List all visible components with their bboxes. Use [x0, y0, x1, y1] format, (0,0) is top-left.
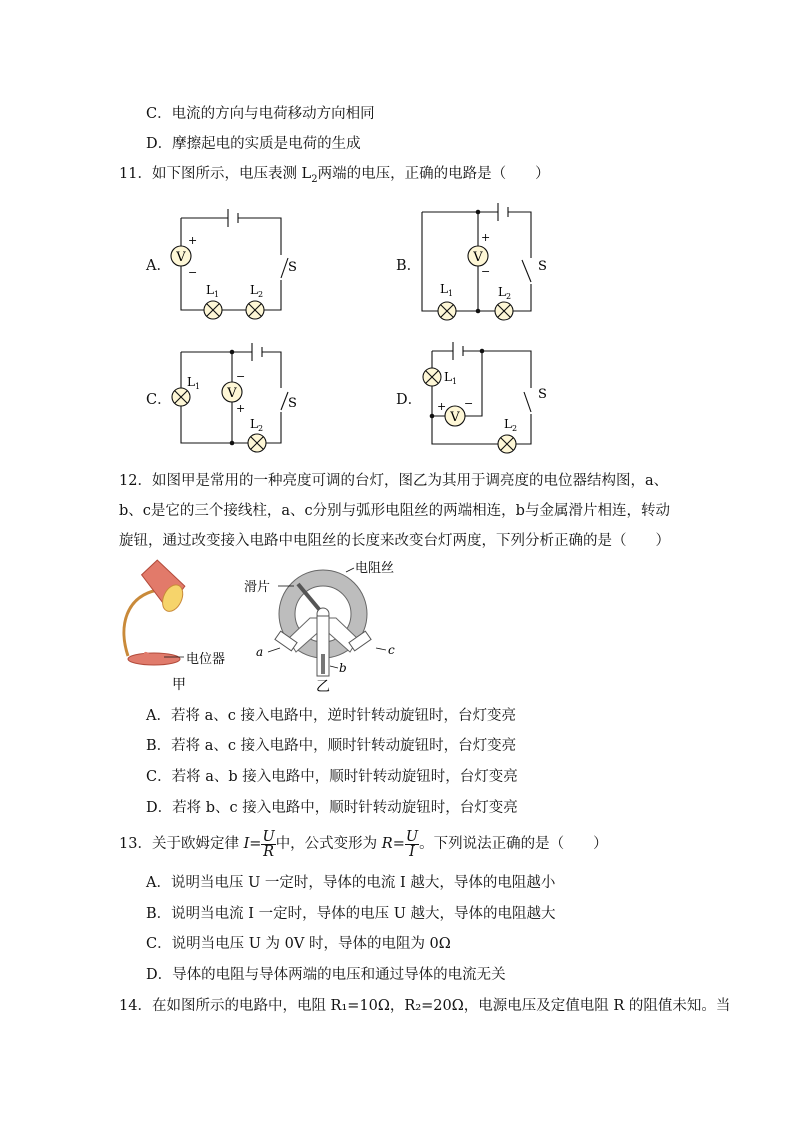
svg-text:1: 1 [452, 377, 458, 386]
q12-option-b: B．若将 a、c 接入电路中，顺时针转动旋钮时，台灯变亮 [146, 738, 517, 754]
svg-text:滑片: 滑片 [244, 580, 271, 595]
q13-option-c: C．说明当电压 U 为 0V 时，导体的电阻为 0Ω [146, 936, 451, 952]
q11-stem: 11．如下图所示，电压表测 $L_2$两端的电压，正确的电路是（ ） [119, 166, 550, 185]
q11-circuits [140, 200, 560, 455]
svg-text:−: − [188, 266, 198, 279]
svg-text:V: V [450, 410, 460, 425]
svg-text:电阻丝: 电阻丝 [355, 561, 395, 576]
svg-text:V: V [227, 386, 237, 401]
svg-text:L: L [444, 370, 452, 384]
q12-figures [118, 556, 408, 696]
svg-text:+: + [236, 402, 246, 415]
svg-text:甲: 甲 [172, 677, 186, 693]
svg-text:1: 1 [214, 290, 220, 299]
svg-text:2: 2 [512, 424, 518, 433]
q12-stem: 12．如图甲是常用的一种亮度可调的台灯，图乙为其用于调亮度的电位器结构图，a、b、c是它的三个接线柱，a、c分别与弧形电阻丝的两端相连，b与金属滑片相连，转动旋钮，通过改变接入电路中电阻丝的长度来改变台灯两度，下列分析正确的是（ ） [119, 473, 670, 549]
q12-option-c: C．若将 a、b 接入电路中，顺时针转动旋钮时，台灯变亮 [146, 769, 518, 785]
svg-text:S: S [288, 396, 297, 411]
svg-text:L: L [250, 283, 258, 297]
svg-text:L: L [206, 283, 214, 297]
svg-text:电位器: 电位器 [186, 652, 226, 667]
svg-text:−: − [236, 370, 246, 383]
svg-text:1: 1 [195, 382, 201, 391]
q11-option-d: D． [396, 392, 423, 408]
svg-text:+: + [188, 234, 198, 247]
q11-option-a: A． [146, 258, 171, 274]
svg-text:a: a [256, 645, 264, 659]
svg-text:2: 2 [258, 290, 264, 299]
svg-text:L: L [440, 282, 448, 296]
svg-text:S: S [538, 387, 547, 402]
svg-text:1: 1 [448, 289, 454, 298]
q13-option-b: B．说明当电流 I 一定时，导体的电压 U 越大，导体的电阻越大 [146, 906, 556, 922]
svg-text:+: + [437, 400, 447, 413]
svg-text:−: − [464, 397, 474, 410]
q13-option-d: D．导体的电阻与导体两端的电压和通过导体的电流无关 [146, 967, 506, 983]
svg-text:V: V [473, 250, 483, 265]
svg-text:c: c [388, 643, 395, 657]
q10-option-c: C．电流的方向与电荷移动方向相同 [146, 106, 375, 122]
svg-text:L: L [250, 417, 258, 431]
svg-text:−: − [481, 265, 491, 278]
q13-stem: 13．关于欧姆定律 I= $\frac{U}{R}$ 中，公式变形为 R= $\frac{U}{I}$ 。下列说法正确的是（ ） [119, 828, 608, 860]
q12-option-d: D．若将 b、c 接入电路中，顺时针转动旋钮时，台灯变亮 [146, 800, 518, 816]
q11-option-b: B． [396, 258, 422, 274]
q11-option-c: C． [146, 392, 172, 408]
q14-stem: 14．在如图所示的电路中，电阻 R₁=10Ω，R₂=20Ω，电源电压及定值电阻 R 的阻值未知。当 [119, 998, 731, 1014]
svg-text:2: 2 [506, 292, 512, 301]
svg-text:2: 2 [258, 424, 264, 433]
svg-text:L: L [504, 417, 512, 431]
svg-text:S: S [538, 259, 547, 274]
q13-option-a: A．说明当电压 U 一定时，导体的电流 I 越大，导体的电阻越小 [146, 875, 556, 891]
svg-text:b: b [339, 661, 347, 675]
q10-option-d: D．摩擦起电的实质是电荷的生成 [146, 136, 361, 152]
svg-text:L: L [187, 375, 195, 389]
svg-text:L: L [498, 285, 506, 299]
q12-option-a: A．若将 a、c 接入电路中，逆时针转动旋钮时，台灯变亮 [146, 708, 516, 724]
resistance-fraction: $\frac{U}{I}$ [405, 828, 419, 860]
svg-text:V: V [176, 250, 186, 265]
svg-text:+: + [481, 231, 491, 244]
svg-text:乙: 乙 [316, 679, 330, 695]
ohm-law-fraction: $\frac{U}{R}$ [262, 828, 275, 860]
svg-text:S: S [288, 260, 297, 275]
